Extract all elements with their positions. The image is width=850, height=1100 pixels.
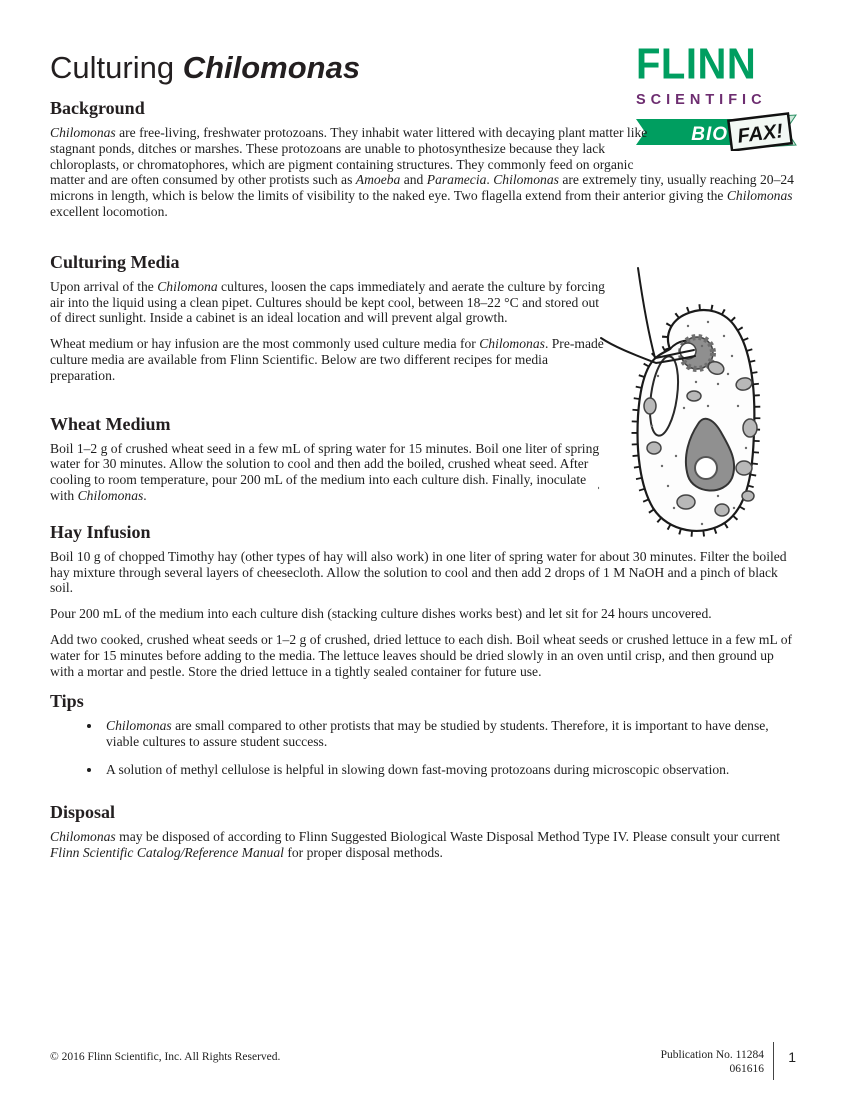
copyright-text: © 2016 Flinn Scientific, Inc. All Rights Reserved.	[50, 1051, 281, 1063]
wheat-medium-paragraph: Boil 1–2 g of crushed wheat seed in a few mL of spring water for 15 minutes. Boil one liter of spring water for 30 minutes. Allow the solution to cool and then add the boiled, crushed wheat seed. After cooling to room temperature, pour 200 mL of the medium into each culture dish. Finally, inoculate with Chilomonas.	[50, 440, 600, 503]
title-regular: Culturing	[50, 50, 183, 85]
document-content	[50, 50, 798, 860]
tips-heading: Tips	[50, 691, 84, 712]
disposal-paragraph: Chilomonas may be disposed of according to Flinn Suggested Biological Waste Disposal Method Type IV. Please consult your current Flinn Scientific Catalog/Reference Manual for proper disposal methods.	[50, 828, 781, 860]
logo-wrap-spacer	[648, 125, 798, 159]
culturing-media-heading: Culturing Media	[50, 251, 180, 272]
logo-scientific-text: SCIENTIFIC	[636, 92, 767, 108]
publication-number: Publication No. 11284	[660, 1049, 764, 1061]
section-culturing-media	[50, 252, 798, 384]
section-hay-infusion	[50, 522, 798, 680]
culturing-media-paragraph-2: Wheat medium or hay infusion are the most commonly used culture media for Chilomonas. Pre-made culture media are available from Flinn Scientific. Below are two different recipes for media preparation.	[50, 336, 604, 383]
hay-infusion-paragraph-2: Pour 200 mL of the medium into each culture dish (stacking culture dishes works best) and let sit for 24 hours uncovered.	[50, 606, 712, 622]
page-title	[50, 50, 798, 86]
background-paragraph: Chilomonas are free-living, freshwater protozoans. They inhabit water littered with decaying plant matter like stagnant ponds, ditches or marshes. These protozoans are unable to photosynthesize because they lack chloroplasts, or chromatophores, which are pigment containing structures. They commonly feed on organic matter and are often consumed by other protists such as Amoeba and Paramecia. Chilomonas are extremely tiny, usually reaching 20–24 microns in length, which is below the limits of visibility to the naked eye. Two flagella extend from their anterior giving the Chilomonas excellent locomotion.	[50, 125, 798, 220]
section-wheat-medium	[50, 414, 798, 504]
title-species: Chilomonas	[182, 50, 361, 85]
logo-bio-text: BIO	[691, 124, 728, 145]
hay-infusion-heading: Hay Infusion	[50, 521, 151, 542]
logo-flinn-text: FLINN	[636, 40, 757, 89]
section-tips	[50, 691, 798, 777]
disposal-heading: Disposal	[50, 801, 116, 822]
publication-info	[661, 1048, 764, 1076]
hay-infusion-paragraph-3: Add two cooked, crushed wheat seeds or 1–2 g of crushed, dried lettuce to each dish. Boil wheat seeds or crushed lettuce in a few mL of water for 15 minutes before adding to the media. The lettuce leaves should be dried slowly in an oven until crisp, and then ground up with a mortar and pestle. Store the dried lettuce in a tightly sealed container for future use.	[50, 631, 793, 679]
publication-date-code: 061616	[729, 1063, 764, 1075]
tips-list	[102, 718, 798, 777]
culturing-media-paragraph-1: Upon arrival of the Chilomona cultures, loosen the caps immediately and aerate the culture by forcing air into the liquid using a clean pipet. Cultures should be kept cool, between 18–22 °C and stored out of direct sunlight. Inside a cabinet is an ideal location and will prevent algal growth.	[50, 278, 605, 326]
tip-item-2: • A solution of methyl cellulose is helpful in slowing down fast-moving protozoans during microscopic observation.	[102, 762, 798, 778]
hay-infusion-paragraph-1: Boil 10 g of chopped Timothy hay (other types of hay will also work) in one liter of spring water for about 30 minutes. Filter the boiled hay mixture through several layers of cheesecloth. Allow the solution to cool and then add 2 drops of 1 M NaOH and a pinch of black soil.	[50, 548, 787, 596]
background-heading: Background	[50, 98, 145, 118]
wheat-medium-heading: Wheat Medium	[50, 413, 171, 434]
section-background	[50, 98, 798, 220]
page-number: 1	[788, 1049, 796, 1065]
logo-fax-text: FAX!	[736, 120, 785, 148]
section-disposal	[50, 802, 798, 861]
footer-divider	[773, 1042, 774, 1080]
tip-item-1: • Chilomonas are small compared to other protists that may be studied by students. Therefore, it is important to have dense, viable cultures to assure student success.	[102, 718, 798, 750]
